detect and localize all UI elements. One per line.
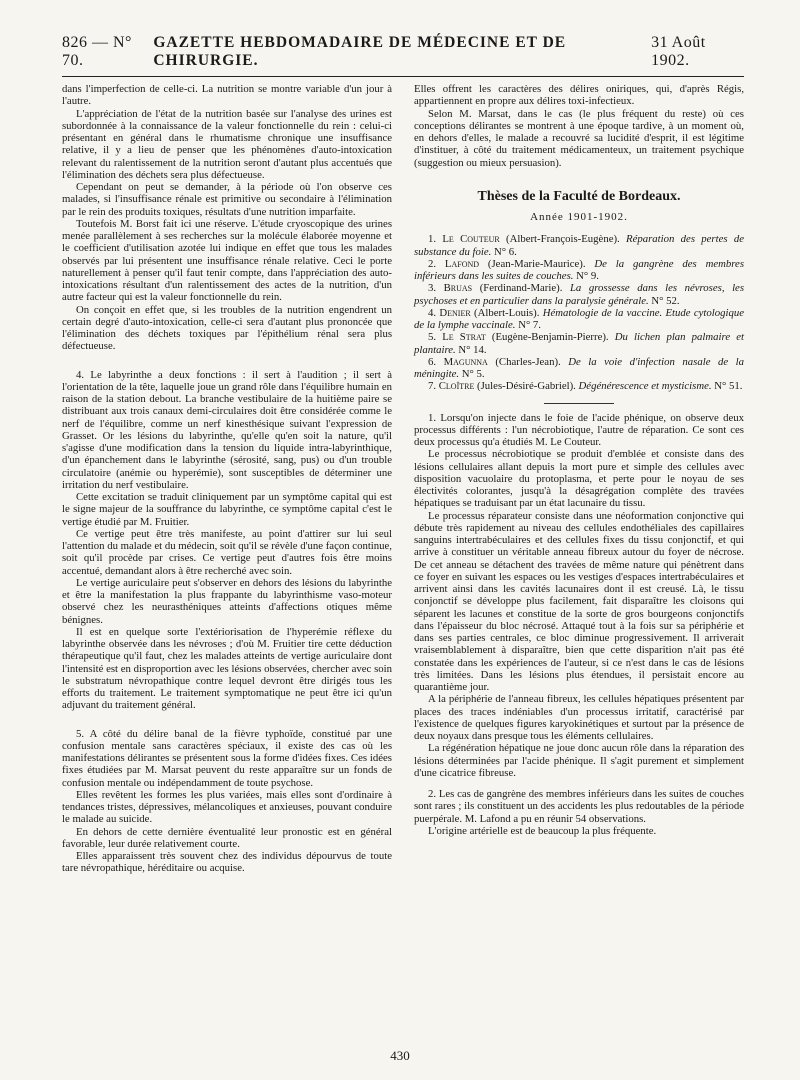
separator-rule (544, 403, 614, 404)
left-paragraph: Toutefois M. Borst fait ici une réserve. L'étude cryoscopique des urines menée parallèlement à ses recherches sur la molécule élaborée moyenne et le coefficient d'utilisation azotée lui indique en effet que tous les malades observés par lui présentent une insuffisance rénale relative. Ceci le porte naturellement à penser qu'il faut tenir compte, dans l'appréciation des auto-intoxications résultant d'un ralentissement des actes de la nutrition, d'un autre facteur qui est la valeur fonctionnelle du rein. (62, 217, 392, 304)
right-paragraph: Le processus nécrobiotique se produit d'emblée et consiste dans des lésions cellulaires allant depuis la mort pure et simple des cellules avec disposition vacuolaire du protoplasma, et perte pour le noyau de ses électivités colorantes, jusqu'à la désagrégation complète des travées hépatiques se traduisant par un état lacunaire du tissu. (414, 448, 744, 510)
header-rule (62, 76, 744, 77)
left-paragraph: Ce vertige peut être très manifeste, au point d'attirer sur lui seul l'attention du malade et du médecin, soit qu'il se révèle d'une façon continue, soit qu'il procède par crises. Ce vertige peut d'autres fois être moins accentué, demandant alors à être recherché avec soin. (62, 527, 392, 577)
left-paragraph: Cependant on peut se demander, à la période où l'on observe ces malades, si l'insuffisance rénale est primitive ou secondaire à l'élimination par le rein des produits toxiques, résultats d'une nutrition imparfaite. (62, 181, 392, 218)
section-title: Thèses de la Faculté de Bordeaux. (477, 188, 681, 204)
right-paragraph: A la périphérie de l'anneau fibreux, les cellules hépatiques présentent par places des traces indéniables d'un processus irritatif, caractérisé par l'existence de quelques figures karyokinétiques et surtout par la présence de deux noyaux dans presque tous les éléments cellulaires. (414, 693, 744, 742)
thesis-entry: 3. Bruas (Ferdinand-Marie). La grossesse dans les névroses, les psychoses et en particulier dans la paralysie générale. N° 52. (414, 282, 745, 307)
header-page-issue: 826 — N° 70. (62, 34, 132, 69)
left-paragraph: dans l'imperfection de celle-ci. La nutrition se montre variable d'un jour à l'autre. (62, 83, 392, 108)
left-paragraph: Il est en quelque sorte l'extériorisation de l'hyperémie réflexe du labyrinthe observée dans les névroses ; d'où M. Fruitier tire cette déduction thérapeutique qu'il faut, chez les malades atteints de vertige auriculaire dont l'intensité est en disproportion avec les lésions observées, chercher avec soin le substratum névropathique contre lequel devront être dirigés tous les efforts du traitement. Le traitement symptomatique ne peut être ici qu'un adjuvant du traitement général. (62, 625, 392, 712)
left-paragraph: Le vertige auriculaire peut s'observer en dehors des lésions du labyrinthe et être la manifestation la plus frappante du labyrinthisme vaso-moteur observé chez les neurasthéniques atteints d'affections otiques même bénignes. (62, 576, 392, 626)
left-paragraph: L'appréciation de l'état de la nutrition basée sur l'analyse des urines est subordonnée à la connaissance de la valeur fonctionnelle du rein : celui-ci présentant en général dans le rhumatisme chronique une insuffisance relative, il y a lieu de penser que les phénomènes d'auto-intoxication relevant du ralentissement de la nutrition seront d'autant plus accentués que l'élimination des déchets sera plus défectueuse. (62, 107, 392, 181)
right-paragraph: 2. Les cas de gangrène des membres inférieurs dans les suites de couches sont rares ; ils constituent un des accidents les plus redoutables de la période puerpérale. M. Lafond a pu en réunir 54 observations. (414, 788, 744, 825)
right-paragraph: La régénération hépatique ne joue donc aucun rôle dans la réparation des lésions déterminées par l'acide phénique. Il s'agit purement et simplement d'une cicatrice fibreuse. (414, 742, 744, 779)
right-paragraph: Elles offrent les caractères des délires oniriques, qui, d'après Régis, appartiennent en propre aux délires toxi-infectieux. (414, 83, 744, 108)
thesis-entry: 5. Le Strat (Eugène-Benjamin-Pierre). Du lichen plan palmaire et plantaire. N° 14. (414, 331, 744, 356)
left-paragraph: Cette excitation se traduit cliniquement par un symptôme capital qui est le signe majeur de la souffrance du labyrinthe, ce symptôme capital c'est le vertige étudié par M. Fruitier. (62, 491, 392, 528)
header-date: 31 Août 1902. (651, 34, 706, 69)
thesis-entry: 4. Denier (Albert-Louis). Hématologie de la vaccine. Etude cytologique de la lymphe vaccinale. N° 7. (414, 306, 744, 331)
right-paragraph: L'origine artérielle est de beaucoup la plus fréquente. (428, 824, 657, 837)
right-paragraph: 1. Lorsqu'on injecte dans le foie de l'acide phénique, on observe deux processus différents : l'un nécrobiotique, l'autre de réparation. Ce sont ces deux processus qu'a étudiés M. Le Couteur. (414, 411, 744, 448)
journal-title: GAZETTE HEBDOMADAIRE DE MÉDECINE ET DE CHIRURGIE. (153, 34, 567, 69)
left-paragraph: En dehors de cette dernière éventualité leur pronostic est en général favorable, leur durée relativement courte. (62, 825, 392, 850)
right-column (414, 83, 744, 875)
left-paragraph: 5. A côté du délire banal de la fièvre typhoïde, constitué par une confusion mentale sans caractères spéciaux, il existe des cas où les manifestations délirantes se présentent sous la forme d'idées fixes. Ces idées fixes étudiées par M. Marsat peuvent du reste apparaître sur un fonds de confusion mentale ou indépendamment de toute psychose. (62, 727, 392, 789)
columns (62, 83, 744, 875)
page-number: 430 (390, 1048, 410, 1063)
left-paragraph: Elles apparaissent très souvent chez des individus dépourvus de toute tare névropathique, héréditaire ou acquise. (62, 850, 392, 875)
right-paragraph: Selon M. Marsat, dans le cas (le plus fréquent du reste) où ces conceptions délirantes se montrent à une époque tardive, à un moment où, en dehors d'elles, le malade a recouvré sa lucidité d'esprit, il est légitime d'instituer, à côté du traitement médicamenteux, un traitement psychique (suggestion ou mieux persuasion). (414, 107, 744, 169)
thesis-entry: 1. Le Couteur (Albert-François-Eugène). Réparation des pertes de substance du foie. N° 6. (414, 233, 744, 258)
left-paragraph: 4. Le labyrinthe a deux fonctions : il sert à l'audition ; il sert à l'orientation de la tête, laquelle joue un grand rôle dans l'équilibre humain en raison de la station debout. La branche vestibulaire de la huitième paire se distribuant aux trois canaux demi-circulaires doit être considérée comme le nerf de l'équilibre, comme un nerf kinesthésique suivant l'expression de Grasset. Or les lésions du labyrinthe, qu'elle qu'en soit la nature, qu'il s'agisse d'une modification dans la tension du liquide intra-labyrinthique, d'un épanchement dans le labyrinthe (sérosité, sang, pus) ou d'un trouble circulatoire (anémie ou hyperémie), sont susceptibles de déterminer une irritation du nerf vestibulaire. (62, 368, 392, 491)
thesis-entry: 2. Lafond (Jean-Marie-Maurice). De la gangrène des membres inférieurs dans les suites de couches. N° 9. (414, 257, 745, 282)
left-paragraph: On conçoit en effet que, si les troubles de la nutrition engendrent un certain degré d'auto-intoxication, celle-ci sera d'autant plus prononcée que l'élimination des déchets toxiques par l'épithélium rénal sera plus défectueuse. (62, 303, 392, 353)
left-column (62, 83, 392, 875)
thesis-entry: 6. Magunna (Charles-Jean). De la voie d'infection nasale de la méningite. N° 5. (414, 355, 745, 380)
section-subtitle: Année 1901-1902. (530, 211, 628, 223)
thesis-entry: 7. Cloître (Jules-Désiré-Gabriel). Dégénérescence et mysticisme. N° 51. (428, 380, 743, 393)
left-paragraph: Elles revêtent les formes les plus variées, mais elles sont d'ordinaire à tendances tristes, dépressives, mélancoliques et anxieuses, pouvant conduire le malade au suicide. (62, 788, 392, 826)
theses-list (414, 233, 744, 392)
right-paragraph: Le processus réparateur consiste dans une néoformation conjonctive qui débute très rapidement au niveau des cellules endothéliales des capillaires sanguins intertrabéculaires et des cellules fixes du tissu conjonctif, et qui arrive à constituer un véritable anneau fibreux autour du foyer de nécrose. De cet anneau se détachent des travées de même nature qui pénètrent dans ce foyer en suivant les espaces ou les vestiges d'espaces intertrabéculaires et arrivent ainsi dans les cavités lacunaires dont il est creusé. Là, le tissu conjonctif se développe plus facilement, fait disparaître les cloisons qui séparent les lacunes et constitue de la sorte de gros bourgeons conjonctifs dans l'épaisseur du bloc nécrosé. Attaqué tout à la fois sur sa périphérie et dans ses parties centrales, ce bloc diminue progressivement. Il arriverait vraisemblablement à disparaître, bien que cette disparition n'ait pas été constatée dans les expériences de l'auteur, si ce n'est dans le cas de lésions très limitées. Dans les lésions plus étendues, il persistait encore au quarantième jour. (414, 509, 744, 693)
running-header (62, 34, 744, 70)
